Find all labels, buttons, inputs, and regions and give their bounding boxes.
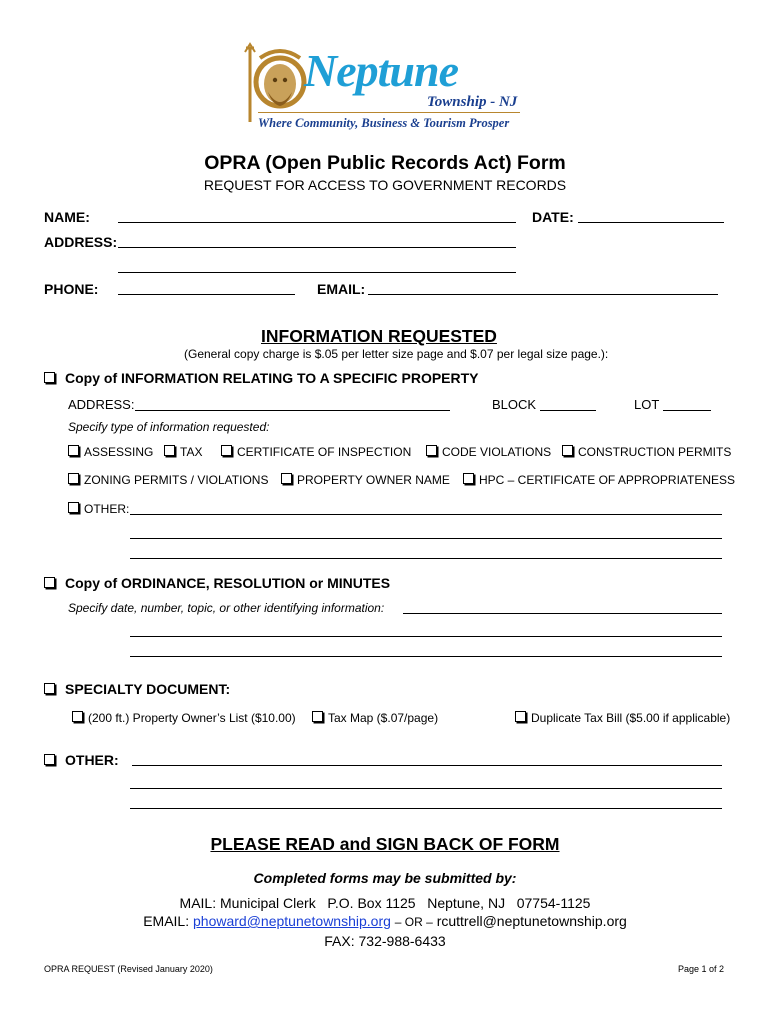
option-construction-permits[interactable] [562, 445, 731, 459]
option-assessing[interactable] [68, 445, 153, 459]
option-label: (200 ft.) Property Owner’s List ($10.00) [88, 711, 296, 725]
property-other-field-3[interactable] [130, 558, 722, 559]
email-link-1[interactable]: phoward@neptunetownship.org [193, 913, 391, 929]
email-2: rcuttrell@neptunetownship.org [436, 913, 627, 929]
option-property-owner-name[interactable] [281, 473, 450, 487]
address-label: ADDRESS: [44, 234, 118, 250]
ordinance-field-2[interactable] [130, 636, 722, 637]
checkbox[interactable] [72, 711, 83, 722]
property-section-label: Copy of INFORMATION RELATING TO A SPECIFIC PROPERTY [65, 370, 479, 386]
checkbox[interactable] [68, 502, 79, 513]
form-title: OPRA (Open Public Records Act) Form [204, 152, 566, 174]
specify-type-label: Specify type of information requested: [68, 420, 270, 434]
other-field[interactable] [132, 765, 722, 766]
logo [244, 42, 534, 134]
option-label: ASSESSING [84, 445, 154, 459]
or-separator: – OR – [394, 915, 433, 929]
address-field-2[interactable] [118, 272, 516, 273]
option-label: Tax Map ($.07/page) [328, 711, 439, 725]
logo-divider [258, 112, 520, 113]
option-hpc-certificate[interactable] [463, 473, 735, 487]
block-field[interactable] [540, 410, 596, 411]
checkbox[interactable] [312, 711, 323, 722]
checkbox[interactable] [68, 473, 79, 484]
checkbox[interactable] [426, 445, 437, 456]
other-section-title[interactable] [44, 752, 119, 768]
option-label: Duplicate Tax Bill ($5.00 if applicable) [531, 711, 731, 725]
property-checkbox[interactable] [44, 372, 55, 383]
option-code-violations[interactable] [426, 445, 551, 459]
other-section-label: OTHER: [65, 752, 119, 768]
logo-sub: Township - NJ [427, 94, 518, 110]
option-certificate-of-inspection[interactable] [221, 445, 411, 459]
checkbox[interactable] [515, 711, 526, 722]
option-other[interactable] [68, 502, 129, 516]
mail-line: MAIL: Municipal Clerk P.O. Box 1125 Neptune, NJ 07754-1125 [179, 895, 591, 911]
checkbox[interactable] [164, 445, 175, 456]
option-label: CODE VIOLATIONS [442, 445, 552, 459]
logo-name: Neptune [304, 45, 458, 96]
option-tax-map[interactable] [312, 711, 438, 725]
checkbox[interactable] [221, 445, 232, 456]
option-label: TAX [180, 445, 203, 459]
option-duplicate-tax-bill[interactable] [515, 711, 730, 725]
ordinance-checkbox[interactable] [44, 577, 55, 588]
checkbox[interactable] [281, 473, 292, 484]
property-other-field-2[interactable] [130, 538, 722, 539]
checkbox[interactable] [463, 473, 474, 484]
ordinance-section-label: Copy of ORDINANCE, RESOLUTION or MINUTES [65, 575, 391, 591]
ordinance-field-3[interactable] [130, 656, 722, 657]
specialty-section-label: SPECIALTY DOCUMENT: [65, 681, 231, 697]
lot-label: LOT [634, 397, 660, 412]
phone-label: PHONE: [44, 281, 99, 297]
form-subtitle: REQUEST FOR ACCESS TO GOVERNMENT RECORDS [203, 177, 567, 193]
name-label: NAME: [44, 209, 90, 225]
specialty-section-title[interactable] [44, 681, 230, 697]
info-heading: INFORMATION REQUESTED [261, 326, 497, 346]
other-checkbox[interactable] [44, 754, 55, 765]
ordinance-specify-label: Specify date, number, topic, or other identifying information: [68, 601, 385, 615]
email-prefix: EMAIL: [143, 913, 190, 929]
option-label: PROPERTY OWNER NAME [297, 473, 450, 487]
property-address-label: ADDRESS: [68, 397, 135, 412]
phone-field[interactable] [118, 294, 295, 295]
option-label: OTHER: [84, 502, 130, 516]
property-section-title[interactable] [44, 370, 479, 386]
lot-field[interactable] [663, 410, 711, 411]
ordinance-section-title[interactable] [44, 575, 390, 591]
specialty-checkbox[interactable] [44, 683, 55, 694]
page-number: Page 1 of 2 [678, 964, 725, 974]
option-label: CERTIFICATE OF INSPECTION [237, 445, 412, 459]
name-field[interactable] [118, 222, 516, 223]
option-property-owners-list[interactable] [72, 711, 296, 725]
property-other-field[interactable] [130, 514, 722, 515]
date-field[interactable] [578, 222, 724, 223]
option-tax[interactable] [164, 445, 202, 459]
copy-charge-note: (General copy charge is $.05 per letter size page and $.07 per legal size page.): [184, 347, 609, 361]
option-label: HPC – CERTIFICATE OF APPROPRIATENESS [479, 473, 736, 487]
address-field[interactable] [118, 247, 516, 248]
property-address-field[interactable] [135, 410, 450, 411]
fax-line: FAX: 732-988-6433 [324, 933, 446, 949]
block-label: BLOCK [492, 397, 537, 412]
tagline: Where Community, Business & Tourism Prosper [258, 116, 510, 130]
email-label: EMAIL: [317, 281, 366, 297]
option-label: CONSTRUCTION PERMITS [578, 445, 732, 459]
checkbox[interactable] [562, 445, 573, 456]
ordinance-field[interactable] [403, 613, 722, 614]
other-field-2[interactable] [130, 788, 722, 789]
read-sign-notice: PLEASE READ and SIGN BACK OF FORM [210, 834, 560, 854]
date-label: DATE: [532, 209, 574, 225]
other-field-3[interactable] [130, 808, 722, 809]
revision-note: OPRA REQUEST (Revised January 2020) [44, 964, 213, 974]
option-label: ZONING PERMITS / VIOLATIONS [84, 473, 269, 487]
email-line [0, 913, 770, 929]
checkbox[interactable] [68, 445, 79, 456]
option-zoning-permits[interactable] [68, 473, 268, 487]
email-field[interactable] [368, 294, 718, 295]
submitted-by-label: Completed forms may be submitted by: [253, 870, 517, 886]
